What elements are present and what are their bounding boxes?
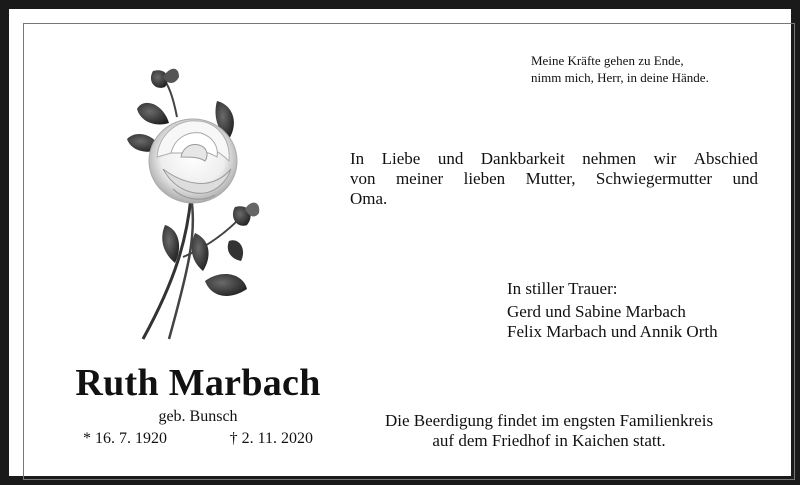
message-word: Schwiegermutter [595, 169, 713, 188]
message-word: Dankbarkeit [480, 149, 565, 168]
funeral-line: auf dem Friedhof in Kaichen statt. [432, 431, 666, 450]
message-word: und [732, 169, 758, 188]
message-word: wir [653, 149, 677, 168]
message-word: In [350, 149, 365, 168]
message-word: und [437, 149, 464, 168]
mourner-line: Gerd und Sabine Marbach [507, 302, 686, 321]
mourners-block [507, 279, 777, 342]
death-date: † 2. 11. 2020 [229, 430, 313, 447]
message-line [350, 169, 758, 189]
quote-line: nimm mich, Herr, in deine Hände. [531, 70, 709, 85]
rose-icon [117, 57, 277, 347]
mourners-intro: In stiller Trauer: [507, 279, 618, 298]
funeral-line: Die Beerdigung findet im engsten Familienkreis [384, 411, 714, 430]
message-line [350, 149, 758, 169]
message-word: Liebe [381, 149, 421, 168]
life-dates [83, 429, 313, 449]
quote-line: Meine Kräfte gehen zu Ende, [531, 53, 684, 68]
scripture-quote [531, 52, 781, 86]
message-word: meiner [395, 169, 444, 188]
funeral-notice [349, 411, 749, 451]
message-word: nehmen [582, 149, 637, 168]
message-word: lieben [463, 169, 506, 188]
mourner-line: Felix Marbach und Annik Orth [507, 322, 718, 341]
farewell-message [350, 149, 758, 209]
message-line: Oma. [350, 189, 388, 208]
message-word: Mutter, [525, 169, 576, 188]
birth-date: * 16. 7. 1920 [83, 430, 167, 447]
maiden-name: geb. Bunsch [158, 408, 238, 425]
message-word: von [350, 169, 376, 188]
message-word: Abschied [693, 149, 758, 168]
deceased-name: Ruth Marbach [75, 362, 321, 404]
